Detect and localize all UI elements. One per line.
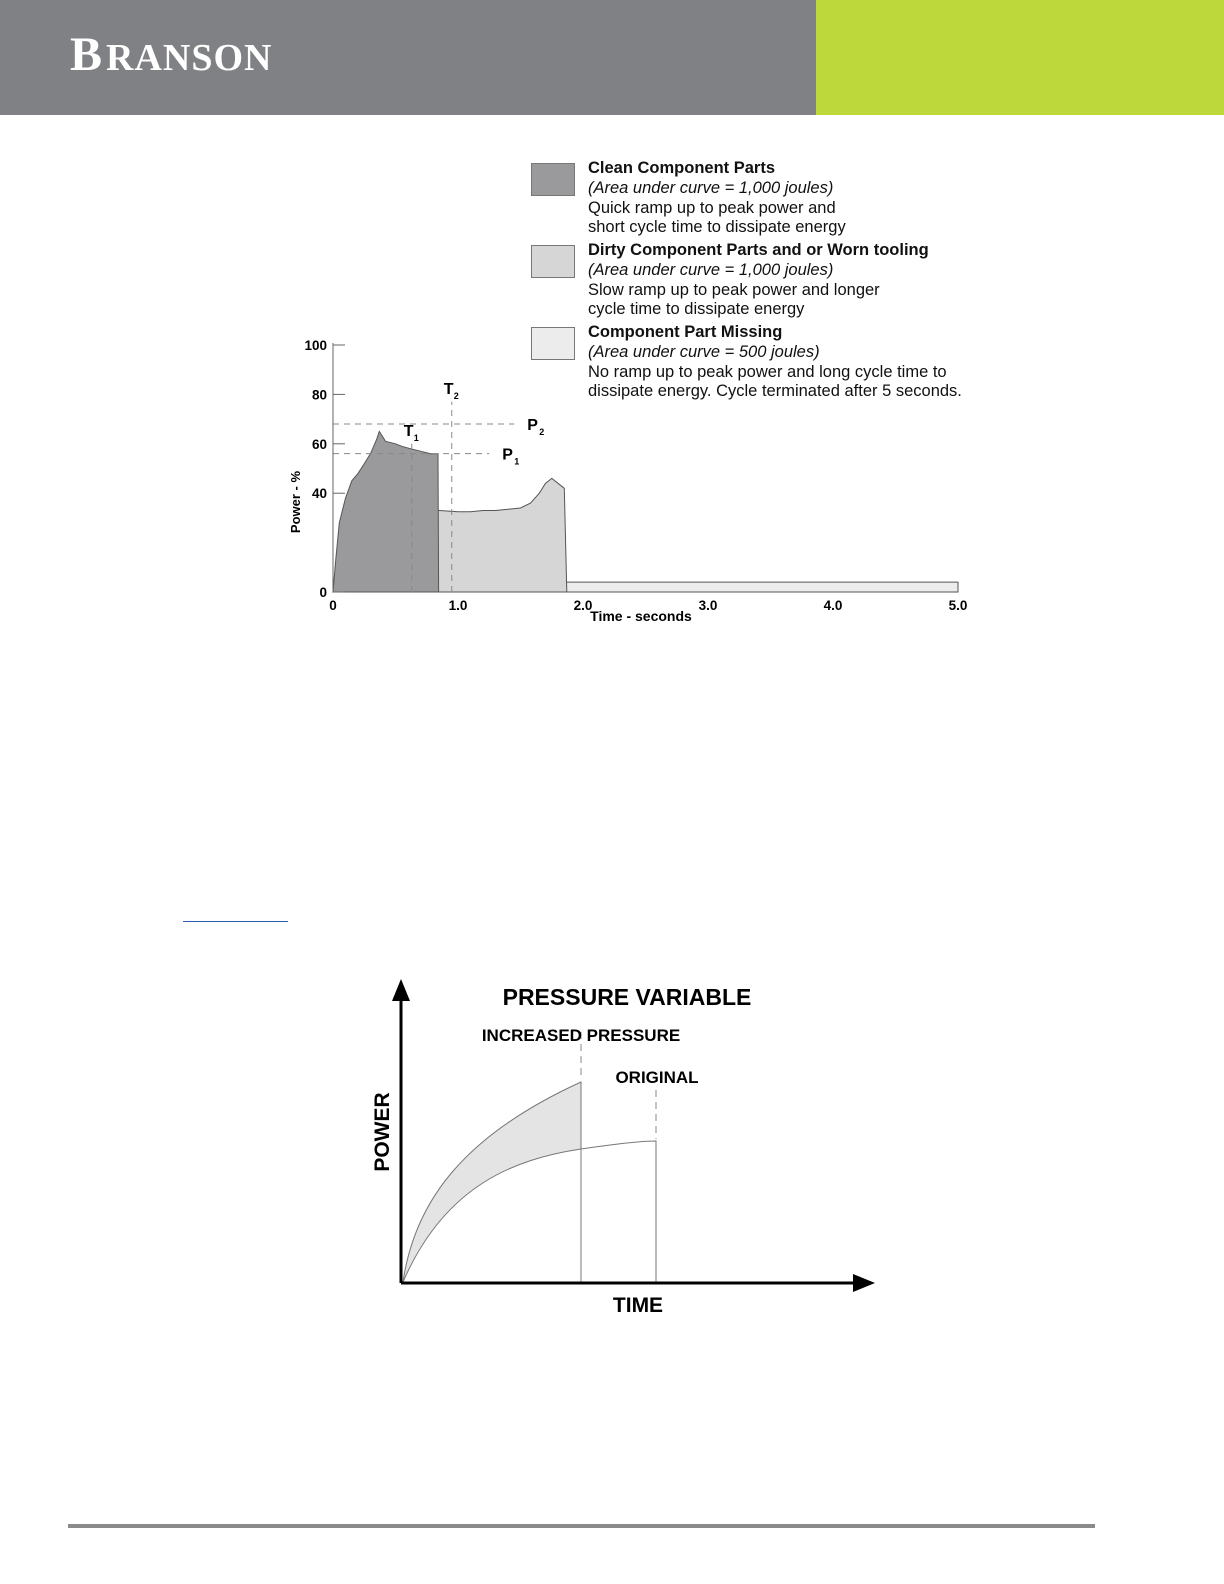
legend-desc: Quick ramp up to peak power and xyxy=(588,198,836,217)
legend-title: Component Part Missing xyxy=(588,323,783,341)
footer-rule xyxy=(68,1524,1095,1528)
reference-label-p2: P xyxy=(527,417,538,435)
chart-title: PRESSURE VARIABLE xyxy=(502,984,752,1010)
y-tick-label: 100 xyxy=(304,338,327,353)
legend-dirty xyxy=(588,241,1028,320)
branson-logo-mark xyxy=(70,26,370,76)
chart-series-group xyxy=(333,431,958,592)
legend-swatch-dirty xyxy=(531,245,575,278)
reference-sub: 2 xyxy=(539,427,545,438)
y-axis-label: POWER xyxy=(371,1092,394,1172)
logo-rest: RANSON xyxy=(106,37,273,76)
x-tick-label: 4.0 xyxy=(823,598,843,613)
reference-sub: 2 xyxy=(453,390,459,401)
legend-desc: cycle time to dissipate energy xyxy=(588,300,805,319)
reference-label-t1: T xyxy=(403,422,414,440)
reference-label-t2: T xyxy=(443,380,454,398)
increased-pressure-area xyxy=(403,1082,581,1282)
legend-area: (Area under curve = 1,000 joules) xyxy=(588,178,834,197)
y-tick-label: 80 xyxy=(311,387,327,403)
x-tick-label: 5.0 xyxy=(948,598,968,613)
reference-sub: 1 xyxy=(413,432,419,443)
legend-desc: No ramp up to peak power and long cycle time to xyxy=(588,362,947,381)
legend-area: (Area under curve = 1,000 joules) xyxy=(588,260,834,279)
pressure-variable-chart xyxy=(355,970,895,1330)
series-area-2 xyxy=(333,431,439,592)
x-tick-label: 3.0 xyxy=(698,598,718,613)
reference-label-p1: P xyxy=(502,446,513,464)
x-tick-label: 1.0 xyxy=(448,598,468,613)
logo-initial: B xyxy=(70,28,104,76)
legend-title: Dirty Component Parts and or Worn tooling xyxy=(588,241,929,259)
y-tick-label: 60 xyxy=(311,436,327,452)
original-label: ORIGINAL xyxy=(615,1068,699,1087)
x-axis-label: Time - seconds xyxy=(590,608,692,624)
power-time-chart xyxy=(280,330,980,630)
header-accent-block xyxy=(816,0,1224,115)
legend-desc: short cycle time to dissipate energy xyxy=(588,218,846,237)
legend-clean xyxy=(588,159,1028,238)
y-tick-label: 40 xyxy=(311,486,327,502)
time-axis-arrow xyxy=(853,1274,875,1292)
branson-logo xyxy=(70,26,370,84)
legend-desc: dissipate energy. Cycle terminated after 5 seconds. xyxy=(588,382,962,401)
legend-area: (Area under curve = 500 joules) xyxy=(588,342,820,361)
x-tick-label: 0 xyxy=(329,598,337,613)
link-underline[interactable] xyxy=(183,921,288,922)
y-tick-label: 0 xyxy=(319,585,327,600)
legend-desc: Slow ramp up to peak power and longer xyxy=(588,280,880,299)
increased-pressure-label: INCREASED PRESSURE xyxy=(481,1026,681,1045)
power-axis-arrow xyxy=(392,979,410,1001)
x-axis-label: TIME xyxy=(612,1294,664,1317)
y-axis-label: Power - % xyxy=(288,470,303,534)
reference-sub: 1 xyxy=(514,456,520,467)
x-tick-label: 2.0 xyxy=(573,598,593,613)
legend-swatch-clean xyxy=(531,163,575,196)
legend-title: Clean Component Parts xyxy=(588,159,776,177)
